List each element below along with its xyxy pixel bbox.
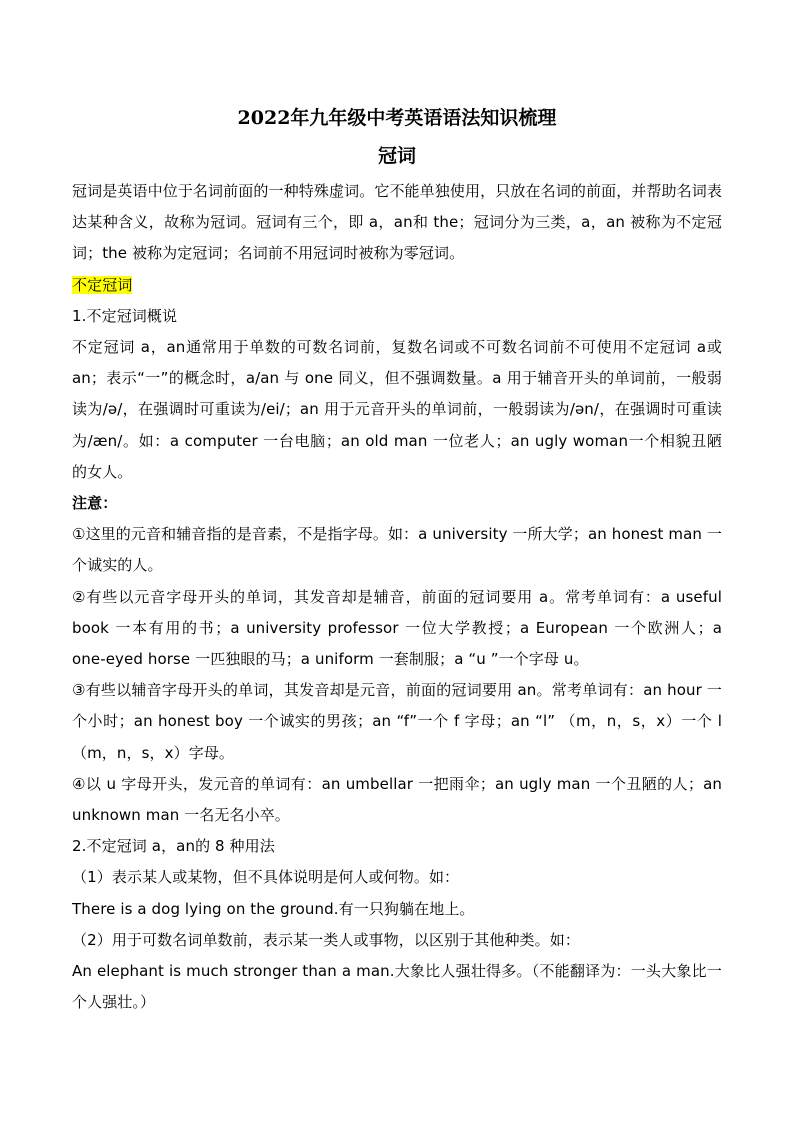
document-subtitle: 冠词 [377,145,416,167]
document-title: 2022年九年级中考英语语法知识梳理 [237,107,557,129]
document-page [72,100,722,1018]
usage-2-label: （2）用于可数名词单数前，表示某一类人或事物，以区别于其他种类。如： [72,930,580,949]
section-heading-wrapper [72,270,722,301]
usage-1-example: There is a dog lying on the ground.有一只狗躺在地上。 [72,899,475,918]
note-item-3: ③有些以辅音字母开头的单词，其发音却是元音，前面的冠词要用 an。常考单词有：an hour 一个小时；an honest boy 一个诚实的男孩；an “f”一个 f 字母；an “l” （m，n，s，x）一个 l（m，n，s，x）字母。 [72,681,722,762]
section-heading-indefinite-article: 不定冠词 [72,275,133,294]
note-item-2: ②有些以元音字母开头的单词，其发音却是辅音，前面的冠词要用 a。常考单词有：a useful book 一本有用的书；a university professor 一位大学教授；a European 一个欧洲人；a one-eyed horse 一匹独眼的马；a uniform 一套制服；a “u ”一个字母 u。 [72,587,722,669]
note-item-4: ④以 u 字母开头，发元音的单词有：an umbellar 一把雨伞；an ugly man 一个丑陋的人；an unknown man 一名无名小卒。 [72,774,722,825]
usage-1-label: （1）表示某人或某物，但不具体说明是何人或何物。如： [72,868,460,887]
subsection-heading-usages: 2.不定冠词 a，an的 8 种用法 [72,837,275,856]
note-label: 注意： [72,494,118,513]
intro-paragraph: 冠词是英语中位于名词前面的一种特殊虚词。它不能单独使用，只放在名词的前面，并帮助名词表达某种含义，故称为冠词。冠词有三个，即 a，an和 the；冠词分为三类，a，an 被称为不定冠词；the 被称为定冠词；名词前不用冠词时被称为零冠词。 [72,182,722,263]
usage-2-example: An elephant is much stronger than a man.大象比人强壮得多。（不能翻译为：一头大象比一个人强壮。） [72,962,722,1012]
overview-paragraph: 不定冠词 a，an通常用于单数的可数名词前，复数名词或不可数名词前不可使用不定冠词 a或 an；表示“一”的概念时，a/an 与 one 同义，但不强调数量。a 用于辅音开头的单词前，一般弱读为/ə/，在强调时可重读为/ei/；an 用于元音开头的单词前，一般弱读为/ən/，在强调时可重读为/æn/。如：a computer 一台电脑；an old man 一位老人；an ugly woman一个相貌丑陋的女人。 [72,338,722,481]
note-item-1: ①这里的元音和辅音指的是音素，不是指字母。如：a university 一所大学；an honest man 一个诚实的人。 [72,525,722,575]
subsection-heading-overview: 1.不定冠词概说 [72,306,178,325]
